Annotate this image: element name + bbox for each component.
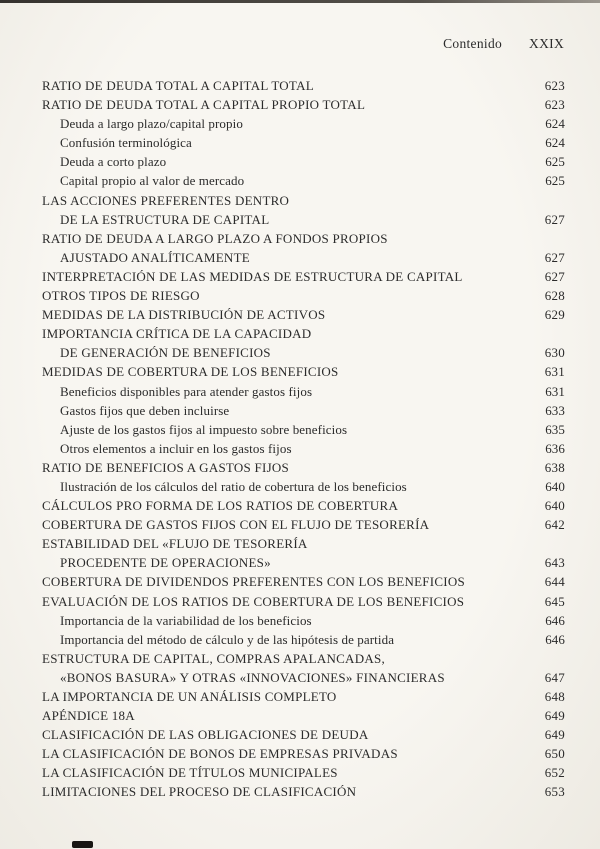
entry-title: Importancia de la variabilidad de los beneficios	[60, 612, 312, 628]
toc-line	[42, 517, 565, 536]
toc-entry	[42, 708, 565, 727]
toc-line	[42, 632, 565, 651]
toc-line	[42, 173, 565, 192]
toc-line	[42, 154, 565, 173]
entry-page-number: 631	[545, 383, 565, 399]
entry-page-number: 640	[544, 498, 565, 514]
toc-entry	[42, 460, 565, 479]
toc-entry	[42, 536, 565, 574]
toc-entry	[42, 116, 565, 135]
entry-page-number: 624	[545, 116, 565, 132]
toc-line	[42, 765, 565, 784]
entry-page-number: 640	[545, 478, 565, 494]
entry-page-number: 631	[544, 364, 565, 380]
toc-line	[42, 708, 565, 727]
toc-entry	[42, 403, 565, 422]
entry-page-number: 627	[544, 268, 565, 284]
scan-edge-artifact	[0, 0, 600, 3]
entry-page-number: 628	[544, 288, 565, 304]
entry-title: «BONOS BASURA» Y OTRAS «INNOVACIONES» FINANCIERAS	[60, 669, 445, 685]
entry-page-number: 624	[545, 135, 565, 151]
running-head-title: Contenido	[443, 36, 503, 51]
toc-entry	[42, 154, 565, 173]
entry-title: Beneficios disponibles para atender gastos fijos	[60, 383, 313, 399]
toc-entry	[42, 78, 565, 97]
entry-page-number: 627	[544, 211, 565, 227]
entry-title: Ajuste de los gastos fijos al impuesto sobre beneficios	[60, 421, 348, 437]
toc-entry	[42, 479, 565, 498]
toc-entry	[42, 384, 565, 403]
entry-page-number: 649	[544, 708, 565, 724]
entry-page-number: 625	[545, 154, 565, 170]
toc-entry	[42, 594, 565, 613]
toc-entry	[42, 746, 565, 765]
toc-entry	[42, 498, 565, 517]
entry-page-number: 625	[545, 173, 565, 189]
entry-title: LAS ACCIONES PREFERENTES DENTRO	[42, 192, 290, 208]
toc-line	[42, 269, 565, 288]
toc-entry	[42, 727, 565, 746]
toc-line	[42, 135, 565, 154]
entry-title: PROCEDENTE DE OPERACIONES»	[60, 555, 271, 571]
toc-entry	[42, 441, 565, 460]
entry-title: COBERTURA DE DIVIDENDOS PREFERENTES CON LOS BENEFICIOS	[42, 574, 465, 590]
entry-title: Ilustración de los cálculos del ratio de cobertura de los beneficios	[60, 478, 407, 494]
entry-page-number: 649	[544, 727, 565, 743]
entry-title: RATIO DE BENEFICIOS A GASTOS FIJOS	[42, 459, 289, 475]
entry-page-number: 646	[545, 631, 565, 647]
toc-line	[42, 231, 565, 250]
toc-line	[42, 746, 565, 765]
entry-title: MEDIDAS DE LA DISTRIBUCIÓN DE ACTIVOS	[42, 307, 326, 323]
entry-title: RATIO DE DEUDA A LARGO PLAZO A FONDOS PROPIOS	[42, 230, 388, 246]
toc-line	[42, 288, 565, 307]
toc-line	[42, 97, 565, 116]
entry-page-number: 647	[544, 669, 565, 685]
toc-entry	[42, 231, 565, 269]
toc-line	[42, 307, 565, 326]
toc-line	[42, 364, 565, 383]
entry-page-number: 653	[544, 784, 565, 800]
entry-title: RATIO DE DEUDA TOTAL A CAPITAL PROPIO TOTAL	[42, 97, 366, 113]
toc-entry	[42, 765, 565, 784]
toc-entry	[42, 784, 565, 803]
toc-line	[42, 78, 565, 97]
entry-title: IMPORTANCIA CRÍTICA DE LA CAPACIDAD	[42, 326, 312, 342]
entry-title: OTROS TIPOS DE RIESGO	[42, 288, 200, 304]
toc-line	[42, 670, 565, 689]
entry-title: AJUSTADO ANALÍTICAMENTE	[60, 249, 250, 265]
toc-line	[42, 727, 565, 746]
toc-line	[42, 574, 565, 593]
entry-title: Capital propio al valor de mercado	[60, 173, 245, 189]
toc-line	[42, 594, 565, 613]
toc-line	[42, 250, 565, 269]
entry-page-number: 643	[544, 555, 565, 571]
toc-line	[42, 212, 565, 231]
entry-page-number: 646	[545, 612, 565, 628]
entry-page-number: 633	[545, 402, 565, 418]
entry-title: Otros elementos a incluir en los gastos fijos	[60, 440, 292, 456]
entry-page-number: 627	[544, 249, 565, 265]
toc-entry	[42, 288, 565, 307]
toc-entry	[42, 613, 565, 632]
entry-page-number: 630	[544, 345, 565, 361]
toc-entry	[42, 135, 565, 154]
entry-title: LA CLASIFICACIÓN DE BONOS DE EMPRESAS PRIVADAS	[42, 746, 398, 762]
entry-page-number: 652	[544, 765, 565, 781]
entry-title: EVALUACIÓN DE LOS RATIOS DE COBERTURA DE LOS BENEFICIOS	[42, 593, 465, 609]
entry-page-number: 638	[544, 459, 565, 475]
entry-page-number: 642	[544, 517, 565, 533]
entry-page-number: 650	[544, 746, 565, 762]
entry-title: COBERTURA DE GASTOS FIJOS CON EL FLUJO DE TESORERÍA	[42, 517, 430, 533]
toc-line	[42, 689, 565, 708]
toc-entry	[42, 632, 565, 651]
entry-title: LA CLASIFICACIÓN DE TÍTULOS MUNICIPALES	[42, 765, 338, 781]
entry-title: APÉNDICE 18A	[42, 708, 135, 724]
toc-line	[42, 345, 565, 364]
toc-line	[42, 536, 565, 555]
running-head-page-number: XXIX	[529, 36, 564, 51]
toc-line	[42, 460, 565, 479]
entry-page-number: 644	[544, 574, 565, 590]
toc-line	[42, 613, 565, 632]
toc-line	[42, 326, 565, 345]
entry-page-number: 635	[545, 421, 565, 437]
toc-entry	[42, 326, 565, 364]
entry-title: RATIO DE DEUDA TOTAL A CAPITAL TOTAL	[42, 78, 314, 93]
toc-entry	[42, 193, 565, 231]
entry-title: ESTABILIDAD DEL «FLUJO DE TESORERÍA	[42, 536, 308, 552]
entry-page-number: 623	[544, 97, 565, 113]
toc-line	[42, 479, 565, 498]
toc-entry	[42, 173, 565, 192]
page-header	[0, 0, 600, 52]
toc-line	[42, 384, 565, 403]
entry-page-number: 629	[544, 307, 565, 323]
entry-title: INTERPRETACIÓN DE LAS MEDIDAS DE ESTRUCTURA DE CAPITAL	[42, 268, 463, 284]
toc-line	[42, 193, 565, 212]
entry-title: Deuda a corto plazo	[60, 154, 167, 170]
entry-title: ESTRUCTURA DE CAPITAL, COMPRAS APALANCADAS,	[42, 650, 385, 666]
toc-line	[42, 441, 565, 460]
toc-entry	[42, 574, 565, 593]
entry-title: DE LA ESTRUCTURA DE CAPITAL	[60, 211, 270, 227]
toc-entry	[42, 269, 565, 288]
toc-line	[42, 498, 565, 517]
scan-mark-artifact	[72, 841, 93, 848]
entry-page-number: 636	[545, 440, 565, 456]
entry-page-number: 645	[544, 593, 565, 609]
entry-page-number: 648	[544, 689, 565, 704]
toc-entries	[0, 52, 600, 804]
toc-entry	[42, 651, 565, 689]
toc-entry	[42, 689, 565, 708]
toc-entry	[42, 517, 565, 536]
entry-title: Gastos fijos que deben incluirse	[60, 402, 230, 418]
toc-line	[42, 784, 565, 803]
toc-line	[42, 422, 565, 441]
entry-title: LIMITACIONES DEL PROCESO DE CLASIFICACIÓN	[42, 784, 357, 800]
entry-title: Confusión terminológica	[60, 135, 192, 151]
toc-entry	[42, 364, 565, 383]
entry-title: MEDIDAS DE COBERTURA DE LOS BENEFICIOS	[42, 364, 339, 380]
toc-entry	[42, 307, 565, 326]
entry-title: LA IMPORTANCIA DE UN ANÁLISIS COMPLETO	[42, 689, 337, 704]
entry-title: CÁLCULOS PRO FORMA DE LOS RATIOS DE COBERTURA	[42, 498, 399, 514]
toc-entry	[42, 422, 565, 441]
toc-line	[42, 116, 565, 135]
entry-title: CLASIFICACIÓN DE LAS OBLIGACIONES DE DEUDA	[42, 727, 369, 743]
entry-page-number: 623	[544, 78, 565, 93]
toc-line	[42, 651, 565, 670]
entry-title: DE GENERACIÓN DE BENEFICIOS	[60, 345, 271, 361]
toc-line	[42, 403, 565, 422]
entry-title: Deuda a largo plazo/capital propio	[60, 116, 243, 132]
toc-line	[42, 555, 565, 574]
entry-title: Importancia del método de cálculo y de las hipótesis de partida	[60, 631, 395, 647]
toc-entry	[42, 97, 565, 116]
